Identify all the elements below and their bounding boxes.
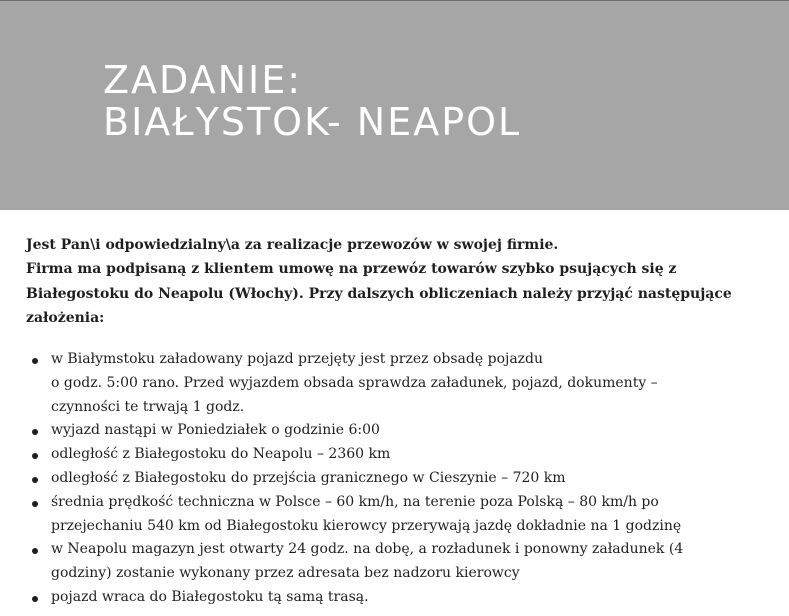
intro-line-1: Jest Pan\i odpowiedzialny\a za realizacje przewozów w swojej firmie. bbox=[26, 237, 559, 253]
assumption-item-distance-border bbox=[26, 467, 766, 491]
bullet-line: o godz. 5:00 rano. Przed wyjazdem obsada sprawdza załadunek, pojazd, dokumenty – bbox=[51, 374, 658, 391]
intro-line-4: założenia: bbox=[26, 309, 105, 326]
intro-line-3: Białegostoku do Neapolu (Włochy). Przy dalszych obliczeniach należy przyjąć następujące bbox=[26, 285, 732, 302]
intro-line-2: Firma ma podpisaną z klientem umowę na przewóz towarów szybko psujących się z bbox=[26, 261, 677, 278]
title-line-2: BIAŁYSTOK- NEAPOL bbox=[103, 100, 522, 144]
assumptions-list bbox=[26, 348, 766, 610]
bullet-line: odległość z Białegostoku do przejścia granicznego w Cieszynie – 720 km bbox=[51, 469, 566, 486]
assumption-item-loading bbox=[26, 348, 766, 419]
bullet-line: czynności te trwają 1 godz. bbox=[51, 398, 245, 415]
bullet-line: w Neapolu magazyn jest otwarty 24 godz. na dobę, a rozładunek i ponowny załadunek (4 bbox=[51, 541, 684, 558]
title-line-1: ZADANIE: bbox=[103, 58, 303, 102]
bullet-line: odległość z Białegostoku do Neapolu – 2360 km bbox=[51, 446, 391, 463]
bullet-line: pojazd wraca do Białegostoku tą samą trasą. bbox=[51, 588, 369, 605]
bullet-line: wyjazd nastąpi w Poniedziałek o godzinie 6:00 bbox=[51, 422, 380, 439]
assumption-item-speed bbox=[26, 491, 766, 539]
assumption-item-unloading bbox=[26, 538, 766, 586]
bullet-line: godziny) zostanie wykonany przez adresata bez nadzoru kierowcy bbox=[51, 565, 520, 582]
assumption-item-return bbox=[26, 586, 766, 610]
assumption-item-departure bbox=[26, 419, 766, 443]
bullet-line: przejechaniu 540 km od Białegostoku kierowcy przerywają jazdę dokładnie na 1 godzinę bbox=[51, 517, 682, 534]
bullet-line: w Białymstoku załadowany pojazd przejęty jest przez obsadę pojazdu bbox=[51, 351, 544, 367]
slide-title bbox=[103, 59, 521, 143]
assumption-item-distance-naples bbox=[26, 443, 766, 467]
bullet-line: średnia prędkość techniczna w Polsce – 60 km/h, na terenie poza Polską – 80 km/h po bbox=[51, 493, 659, 510]
intro-paragraph bbox=[26, 233, 766, 330]
